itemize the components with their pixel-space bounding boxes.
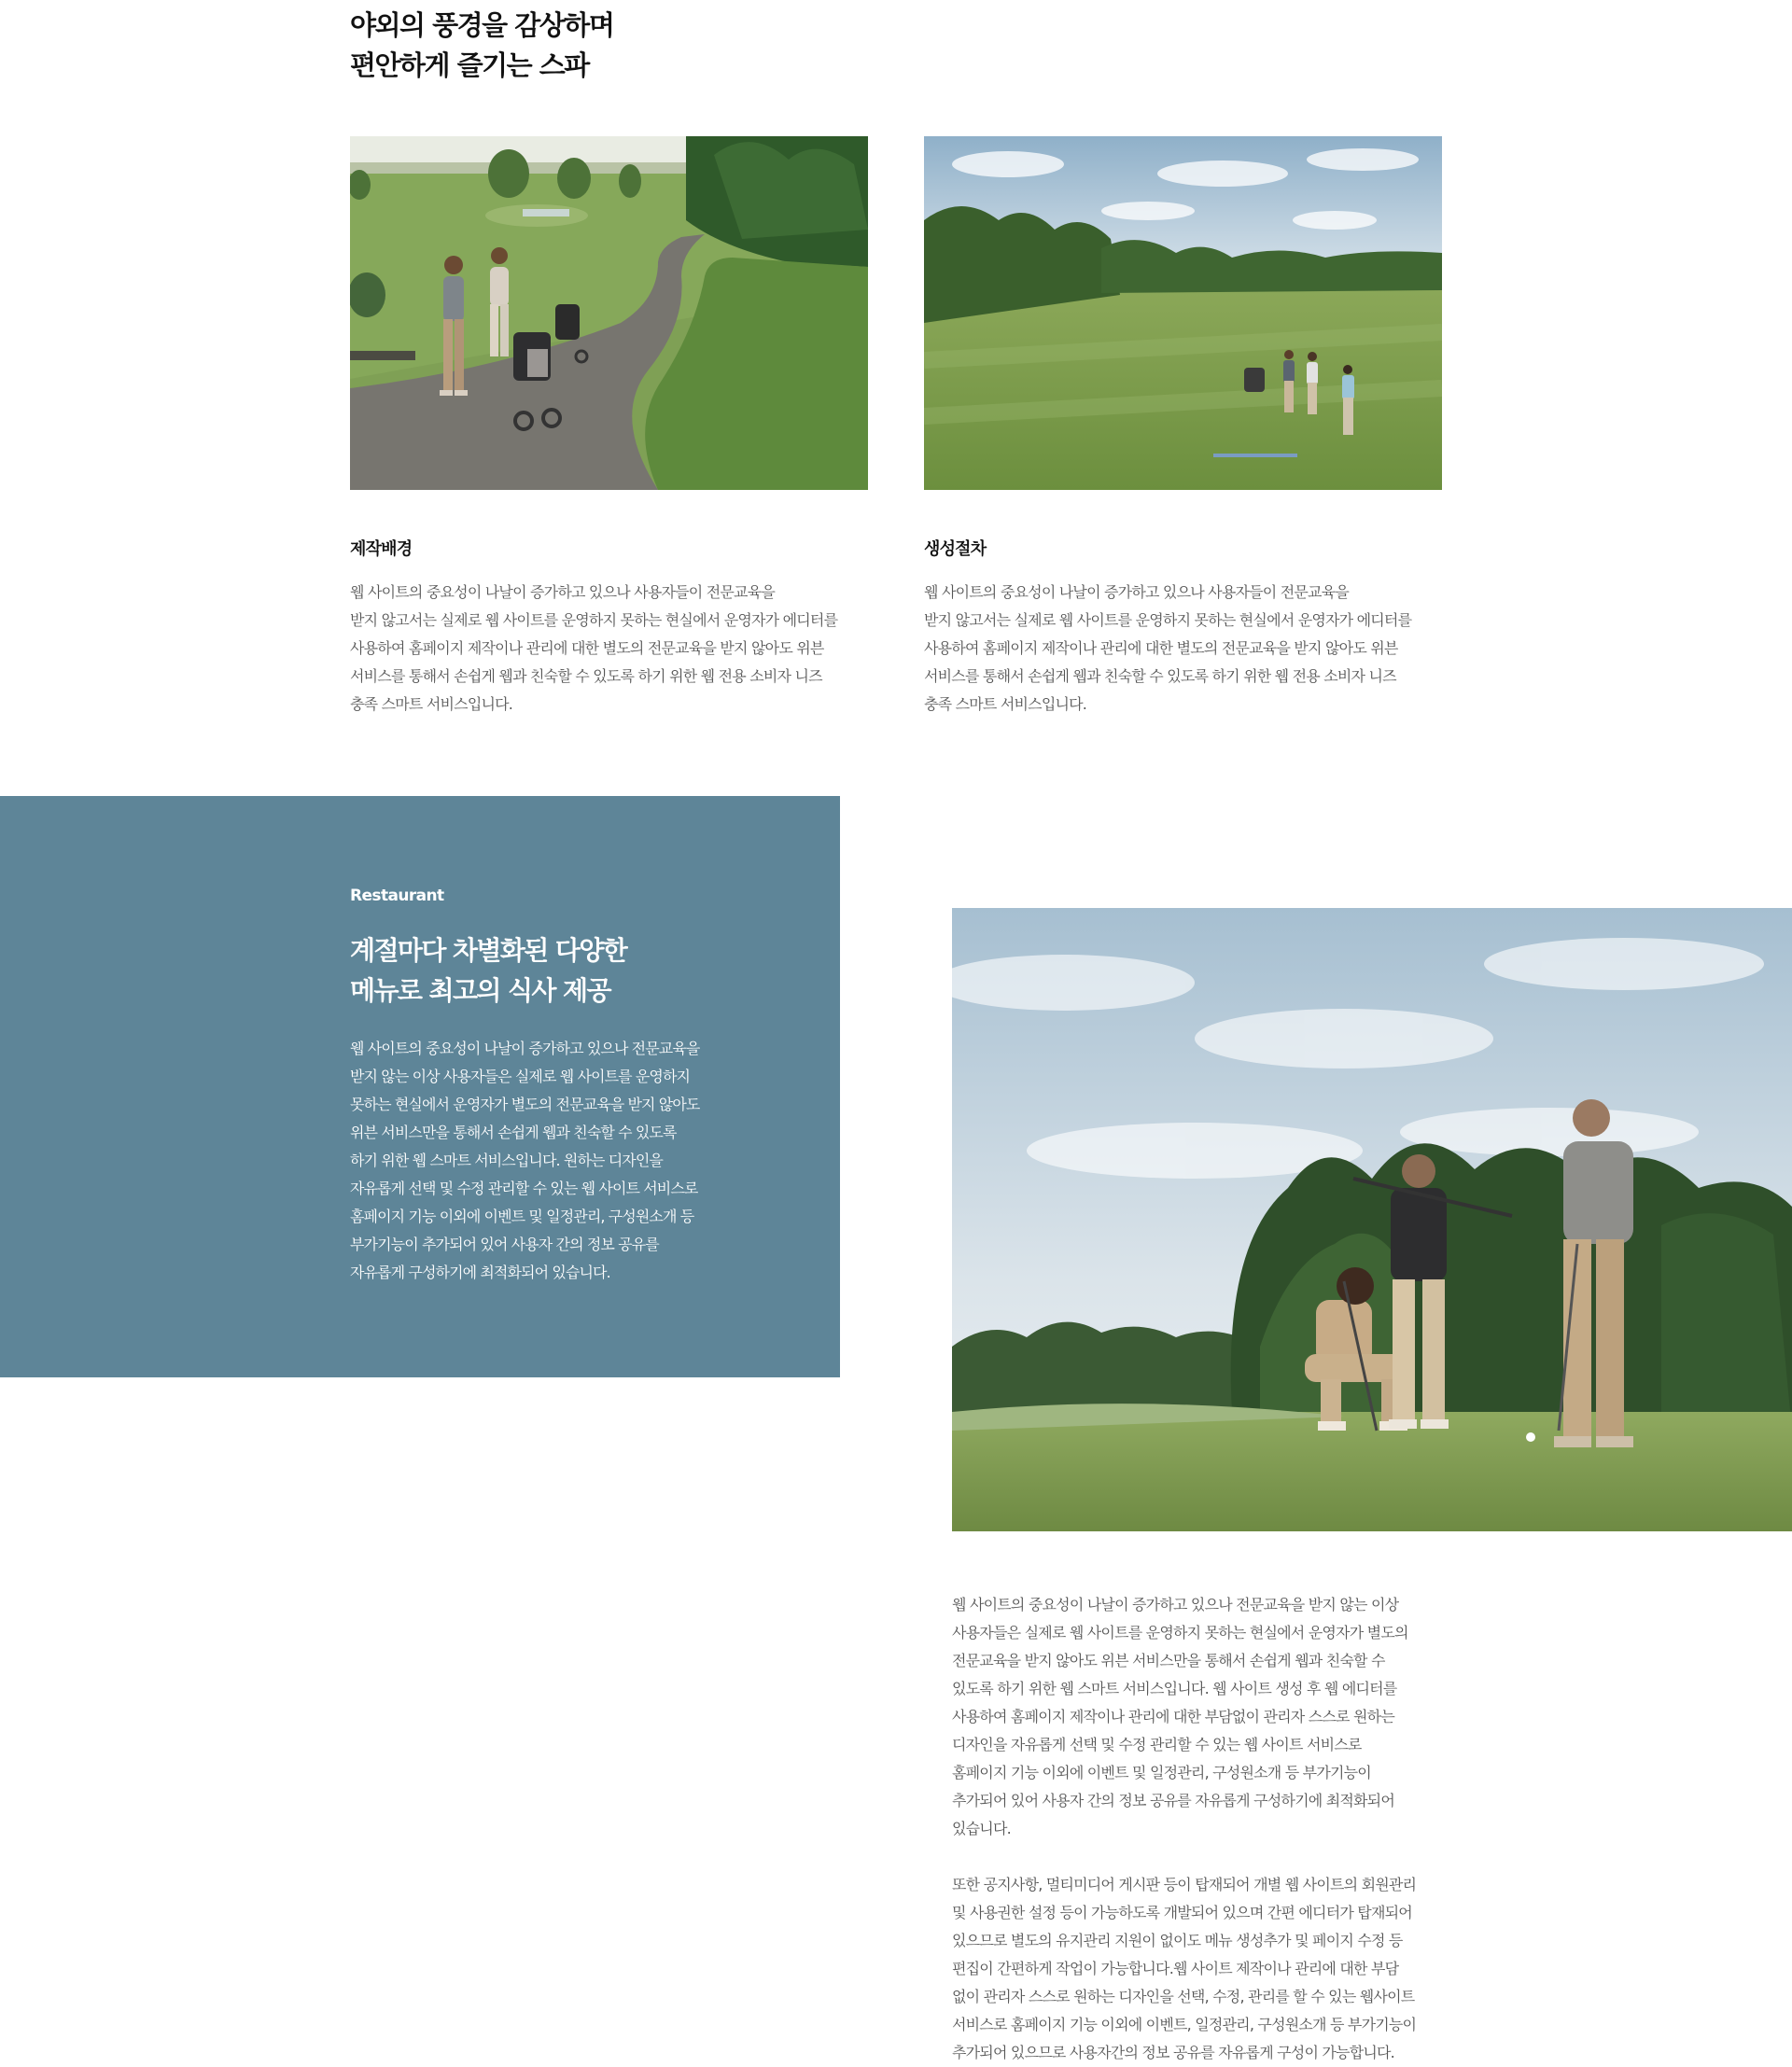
golfers-walking-photo [350, 136, 868, 490]
golfers-green-photo [952, 908, 1792, 1531]
section-title: 야외의 풍경을 감상하며 편안하게 즐기는 스파 [350, 9, 614, 81]
restaurant-text: 웹 사이트의 중요성이 나날이 증가하고 있으나 전문교육을 받지 않는 이상 사용자들은 실제로 웹 사이트를 운영하지 못하는 현실에서 운영자가 별도의 전문교육을 받지 않아도 위븐 서비스만을 통해서 손쉽게 웹과 친숙할 수 있도록 하기 위한 웹 스마트 서비스입니다. 원하는 디자인을 자유롭게 선택 및 수정 관리할 수 있는 웹 사이트 서비스로 홈페이지 기능 이외에 이벤트 및 일정관리, 구성원소개 등 부가기능이 추가되어 있어 사용자 간의 정보 공유를 자유롭게 구성하기에 최적화되어 있습니다. [350, 1040, 700, 1281]
body-paragraph-2: 또한 공지사항, 멀티미디어 게시판 등이 탑재되어 개별 웹 사이트의 회원관리 및 사용권한 설정 등이 가능하도록 개발되어 있으며 간편 에디터가 탑재되어 있으므로 별도의 유지관리 지원이 없이도 메뉴 생성추가 및 페이지 수정 등 편집이 간편하게 작업이 가능합니다.웹 사이트 제작이나 관리에 대한 부담 없이 관리자 스스로 원하는 디자인을 선택, 수정, 관리를 할 수 있는 웹사이트 서비스로 홈페이지 기능 이외에 이벤트, 일정관리, 구성원소개 등 부가기능이 추가되어 있으므로 사용자간의 정보 공유를 자유롭게 구성이 가능합니다. [952, 1876, 1417, 2061]
body-paragraph-1: 웹 사이트의 중요성이 나날이 증가하고 있으나 전문교육을 받지 않는 이상 사용자들은 실제로 웹 사이트를 운영하지 못하는 현실에서 운영자가 별도의 전문교육을 받지 않아도 위븐 서비스만을 통해서 손쉽게 웹과 친숙할 수 있도록 하기 위한 웹 스마트 서비스입니다. 웹 사이트 생성 후 웹 에디터를 사용하여 홈페이지 제작이나 관리에 대한 부담없이 관리자 스스로 원하는 디자인을 자유롭게 선택 및 수정 관리할 수 있는 웹 사이트 서비스로 홈페이지 기능 이외에 이벤트 및 일정관리, 구성원소개 등 부가기능이 추가되어 있어 사용자 간의 정보 공유를 자유롭게 구성하기에 최적화되어 있습니다. [952, 1596, 1408, 1837]
restaurant-eyebrow: Restaurant [350, 887, 444, 905]
card-text-background: 웹 사이트의 중요성이 나날이 증가하고 있으나 사용자들이 전문교육을 받지 않고서는 실제로 웹 사이트를 운영하지 못하는 현실에서 운영자가 에디터를 사용하여 홈페이지 제작이나 관리에 대한 별도의 전문교육을 받지 않아도 위븐 서비스를 통해서 손쉽게 웹과 친숙할 수 있도록 하기 위한 웹 전용 소비자 니즈 충족 스마트 서비스입니다. [350, 583, 838, 713]
card-text-process: 웹 사이트의 중요성이 나날이 증가하고 있으나 사용자들이 전문교육을 받지 않고서는 실제로 웹 사이트를 운영하지 못하는 현실에서 운영자가 에디터를 사용하여 홈페이지 제작이나 관리에 대한 별도의 전문교육을 받지 않아도 위븐 서비스를 통해서 손쉽게 웹과 친숙할 수 있도록 하기 위한 웹 전용 소비자 니즈 충족 스마트 서비스입니다. [924, 583, 1412, 713]
restaurant-title: 계절마다 차별화된 다양한 메뉴로 최고의 식사 제공 [350, 935, 627, 1006]
golfers-fairway-photo [924, 136, 1442, 490]
card-heading-background: 제작배경 [350, 539, 413, 559]
card-heading-process: 생성절차 [924, 539, 987, 559]
